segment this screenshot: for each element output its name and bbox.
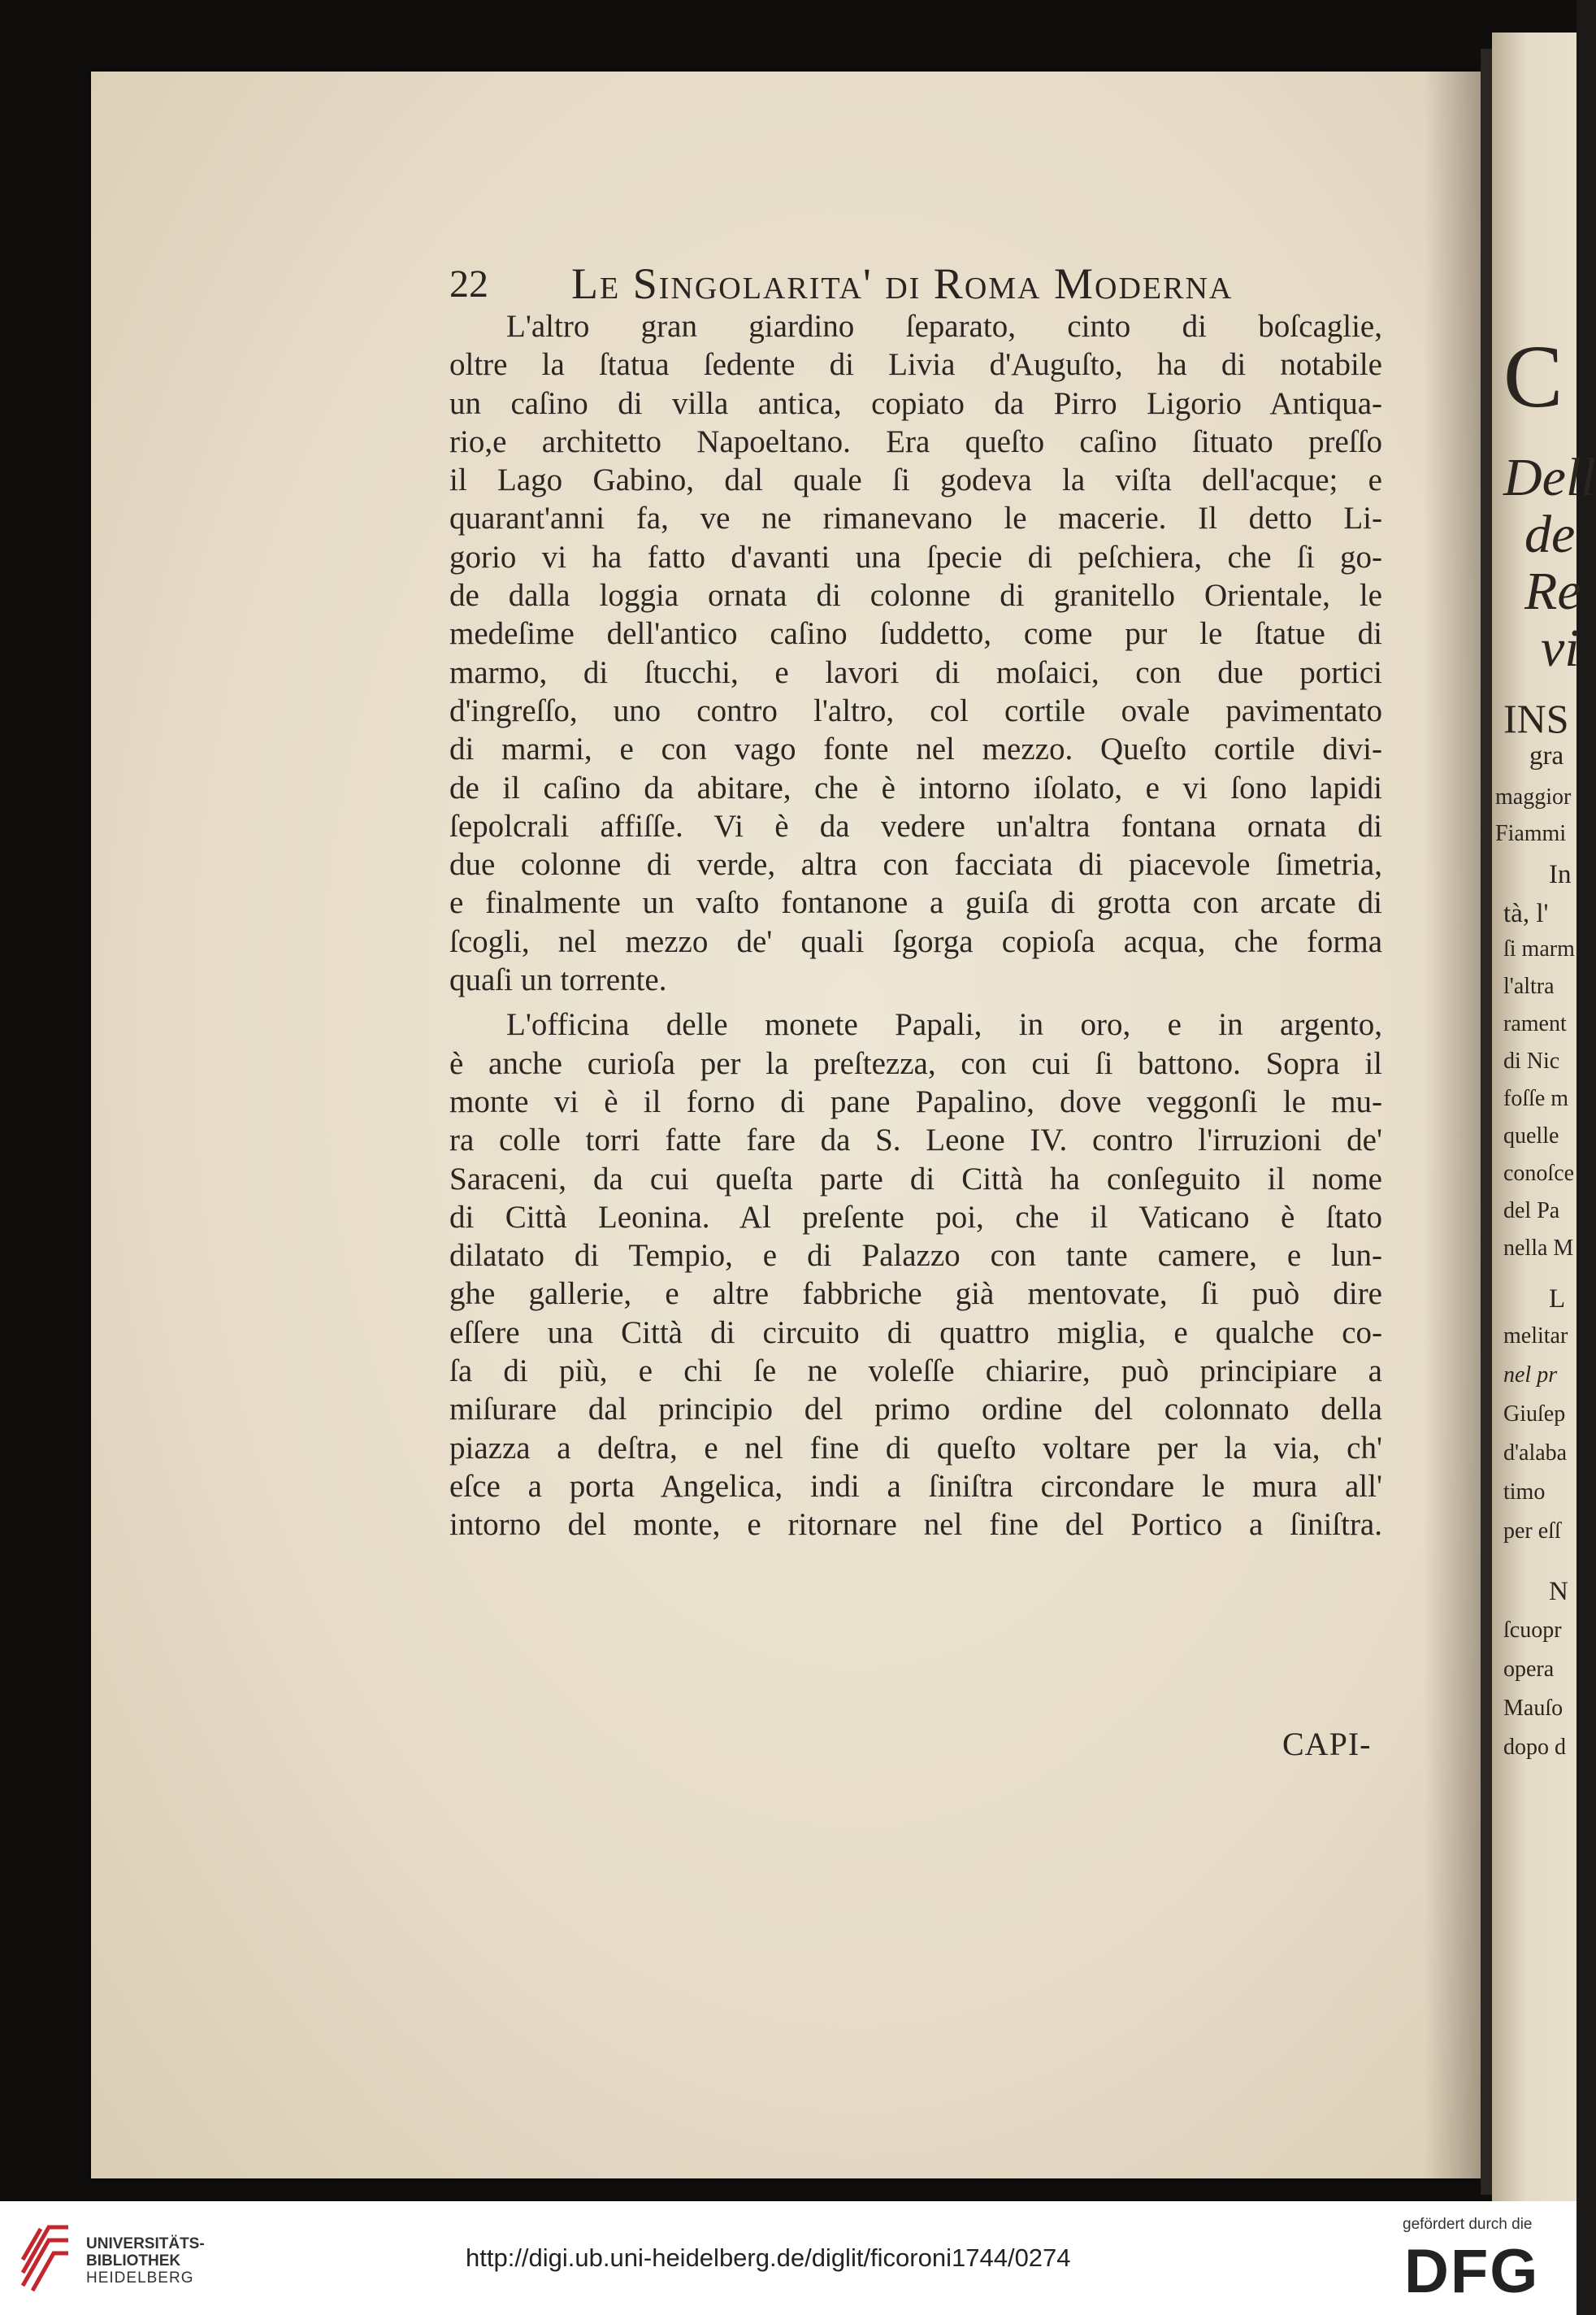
text-line: eſſere una Città di circuito di quattro miglia, e qualche co-	[449, 1314, 1382, 1350]
text-line: medeſime dell'antico caſino ſuddetto, come pur le ſtatue di	[449, 616, 1382, 652]
text-line: e finalmente un vaſto fontanone a guiſa di grotta con arcate di	[449, 885, 1382, 921]
text-line: il Lago Gabino, dal quale ſi godeva la viſta dell'acque; e	[449, 463, 1382, 498]
text-line: Saraceni, da cui queſta parte di Città ha conſeguito il nome	[449, 1161, 1382, 1197]
text-line: rio,e architetto Napoeltano. Era queſto caſino ſituato preſſo	[449, 423, 1382, 459]
next-page-fragment: conoſce	[1503, 1161, 1575, 1186]
next-page-fragment: dopo d	[1503, 1735, 1566, 1760]
text-line: marmo, di ſtucchi, e lavori di moſaici, con due portici	[449, 654, 1382, 690]
next-page-fragment: vi	[1541, 619, 1580, 678]
text-line: ſcogli, nel mezzo de' quali ſgorga copioſa acqua, che forma	[449, 923, 1382, 959]
text-line: monte vi è il forno di pane Papalino, dove veggonſi le mu-	[449, 1084, 1382, 1119]
text-line: intorno del monte, e ritornare nel fine del Portico a ſiniſtra.	[449, 1507, 1382, 1543]
library-name-line: HEIDELBERG	[86, 2269, 194, 2287]
text-line: de dalla loggia ornata di colonne di granitello Orientale, le	[449, 578, 1382, 614]
next-page-fragment: foſſe m	[1503, 1086, 1569, 1111]
next-page-fragment: timo	[1503, 1479, 1546, 1505]
text-line: dilatato di Tempio, e di Palazzo con tante camere, e lun-	[449, 1238, 1382, 1274]
body-text	[449, 307, 1382, 1544]
text-line: miſurare dal principio del primo ordine del colonnato della	[449, 1392, 1382, 1427]
next-page-fragment: rament	[1503, 1011, 1567, 1036]
next-page-fragment: quelle	[1503, 1123, 1559, 1149]
next-page-fragment: INS	[1503, 696, 1569, 741]
next-page-fragment: per eſſ	[1503, 1518, 1561, 1544]
next-page-fragment: opera	[1503, 1657, 1555, 1682]
text-line: un caſino di villa antica, copiato da Pirro Ligorio Antiqua-	[449, 385, 1382, 421]
next-page-fragment: gra	[1529, 741, 1564, 771]
text-line: de il caſino da abitare, che è intorno iſolato, e vi ſono lapidi	[449, 770, 1382, 806]
text-line: ghe gallerie, e altre fabbriche già mentovate, ſi può dire	[449, 1276, 1382, 1312]
next-page-fragment: ſcuopr	[1503, 1618, 1562, 1643]
next-page-fragment: C	[1503, 327, 1563, 426]
next-page-fragment: L	[1549, 1284, 1566, 1314]
text-line: L'altro gran giardino ſeparato, cinto di boſcaglie,	[506, 309, 1382, 344]
text-line: di Città Leonina. Al preſente poi, che il Vaticano è ſtato	[449, 1199, 1382, 1235]
text-line: ra colle torri fatte fare da S. Leone IV. contro l'irruzioni de'	[449, 1123, 1382, 1158]
text-line: è anche curioſa per la preſtezza, con cui ſi battono. Sopra il	[449, 1045, 1382, 1081]
library-name-line: BIBLIOTHEK	[86, 2252, 181, 2269]
funding-note: gefördert durch die	[1403, 2216, 1533, 2233]
footer-bar	[0, 2201, 1576, 2315]
text-line: oltre la ſtatua ſedente di Livia d'Auguſto, ha di notabile	[449, 347, 1382, 383]
next-page-fragment: tà, l'	[1503, 899, 1549, 928]
catchword: CAPI-	[1282, 1726, 1372, 1762]
next-page-fragment: ſi marm	[1503, 936, 1575, 962]
next-page-fragment: N	[1549, 1577, 1568, 1606]
text-line: gorio vi ha fatto d'avanti una ſpecie di peſchiera, che ſi go-	[449, 539, 1382, 575]
text-line: eſce a porta Angelica, indi a ſiniſtra circondare le mura all'	[449, 1468, 1382, 1504]
next-page-fragment: del Pa	[1503, 1198, 1560, 1223]
running-title: Le Singolarita' di Roma Moderna	[571, 259, 1234, 308]
text-line: quaſi un torrente.	[449, 962, 667, 998]
library-name	[86, 2235, 205, 2287]
text-line: piazza a deſtra, e nel fine di queſto voltare per la via, ch'	[449, 1430, 1382, 1466]
text-line: di marmi, e con vago fonte nel mezzo. Queſto cortile divi-	[449, 732, 1382, 767]
text-line: ſepolcrali affiſſe. Vi è da vedere un'altra fontana ornata di	[449, 808, 1382, 844]
paragraph	[449, 307, 1382, 999]
text-line: d'ingreſſo, uno contro l'altro, col cortile ovale pavimentato	[449, 693, 1382, 728]
next-page-fragment: nella M	[1503, 1236, 1574, 1261]
university-library-logo-icon	[16, 2216, 75, 2300]
next-page-fragment: Giuſep	[1503, 1401, 1566, 1427]
next-page-fragment: Dell	[1503, 448, 1596, 507]
text-line: quarant'anni fa, ve ne rimanevano le macerie. Il detto Li-	[449, 501, 1382, 536]
next-page-fragment: Fiammi	[1495, 821, 1567, 846]
book-spine	[1481, 49, 1492, 2195]
text-line: ſa di più, e chi ſe ne voleſſe chiarire, può principiare a	[449, 1353, 1382, 1389]
dfg-logo-text: DFG	[1404, 2237, 1540, 2306]
next-page-fragment: maggior	[1495, 784, 1572, 810]
next-page-fragment: melitar	[1503, 1323, 1568, 1349]
dfg-logo-icon	[1403, 2237, 1557, 2306]
adjacent-page-edge	[1492, 33, 1596, 2201]
next-page-fragment: nel pr	[1503, 1362, 1558, 1388]
page-number: 22	[449, 263, 488, 306]
next-page-fragment: Mauſo	[1503, 1696, 1563, 1721]
paragraph	[449, 1005, 1382, 1544]
text-line: L'officina delle monete Papali, in oro, e in argento,	[506, 1007, 1382, 1043]
text-line: due colonne di verde, altra con facciata di piacevole ſimetria,	[449, 847, 1382, 883]
permalink-url[interactable]: http://digi.ub.uni-heidelberg.de/diglit/ficoroni1744/0274	[466, 2243, 1071, 2272]
library-name-line: UNIVERSITÄTS-	[86, 2235, 205, 2252]
next-page-fragment: d'alaba	[1503, 1440, 1568, 1466]
next-page-fragment: Re	[1524, 562, 1581, 621]
next-page-fragment: In	[1549, 860, 1572, 889]
next-page-fragment: di Nic	[1503, 1049, 1560, 1074]
next-page-fragment: l'altra	[1503, 974, 1555, 999]
next-page-fragment: de	[1524, 505, 1576, 564]
